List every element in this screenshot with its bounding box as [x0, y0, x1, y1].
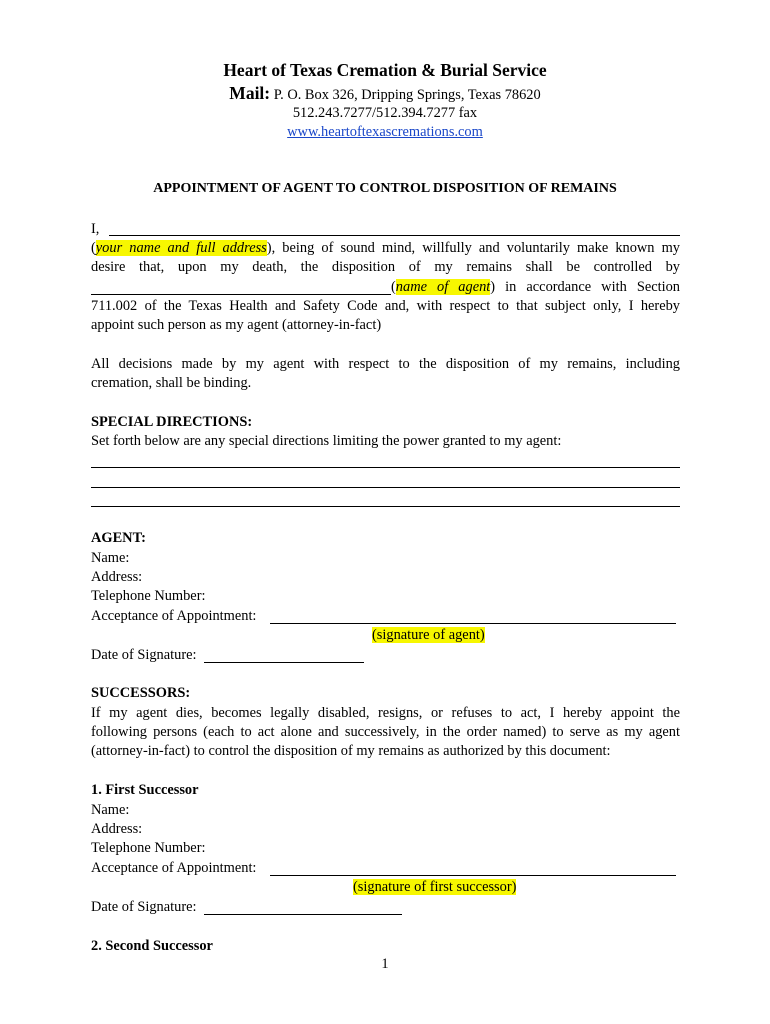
phone-fax: 512.243.7277/512.394.7277 fax	[292, 105, 478, 121]
intro-line-2: (your name and full address), being of sound mind, willfully and voluntarily make known my	[91, 240, 680, 256]
website-row	[0, 124, 770, 141]
successors-heading: SUCCESSORS:	[91, 685, 191, 701]
intro-line-1	[91, 220, 680, 239]
name-hint: your name and full address	[95, 240, 267, 256]
successors-line-2: following persons (each to act alone and successively, in the order named) to serve as my agent	[91, 724, 680, 740]
decisions-line-2: cremation, shall be binding.	[91, 375, 252, 391]
document-title: APPOINTMENT OF AGENT TO CONTROL DISPOSITION OF REMAINS	[153, 181, 617, 196]
special-directions-line-2[interactable]	[91, 487, 680, 488]
intro-line-3: desire that, upon my death, the disposition of my remains shall be controlled by	[91, 259, 680, 275]
first-successor-date-label: Date of Signature:	[91, 899, 197, 915]
special-directions-heading: SPECIAL DIRECTIONS:	[91, 414, 253, 430]
first-successor-acceptance-label: Acceptance of Appointment:	[91, 860, 257, 876]
first-successor-heading: 1. First Successor	[91, 782, 199, 798]
company-name: Heart of Texas Cremation & Burial Service	[223, 60, 547, 80]
first-successor-name-label: Name:	[91, 802, 130, 818]
website-link[interactable]: www.heartoftexascremations.com	[287, 124, 483, 140]
first-successor-signature-hint-row	[353, 878, 516, 897]
first-successor-signature-line[interactable]	[270, 875, 676, 876]
intro-prefix: I,	[91, 221, 100, 237]
page-number: 1	[381, 956, 389, 972]
agent-name-label: Name:	[91, 550, 130, 566]
agent-heading: AGENT:	[91, 530, 146, 546]
special-directions-line-1[interactable]	[91, 467, 680, 468]
successors-line-1: If my agent dies, becomes legally disabled, resigns, or refuses to act, I hereby appoint the	[91, 705, 680, 721]
first-successor-signature-hint: (signature of first successor)	[353, 879, 517, 895]
first-successor-date-line[interactable]	[204, 914, 402, 915]
intro-line-4-text: in accordance with Section	[495, 279, 680, 295]
agent-name-line[interactable]	[91, 294, 391, 295]
agent-date-line[interactable]	[204, 662, 364, 663]
first-successor-phone-label: Telephone Number:	[91, 840, 206, 856]
agent-signature-line[interactable]	[270, 623, 676, 624]
agent-hint: name of agent	[395, 279, 491, 295]
second-successor-heading: 2. Second Successor	[91, 938, 213, 954]
intro-line-2-text: , being of sound mind, willfully and voluntarily make known my	[271, 240, 680, 256]
agent-date-label: Date of Signature:	[91, 647, 197, 663]
special-directions-text: Set forth below are any special directions limiting the power granted to my agent:	[91, 433, 562, 449]
decisions-line-1: All decisions made by my agent with respect to the disposition of my remains, including	[91, 356, 680, 372]
special-directions-line-3[interactable]	[91, 506, 680, 507]
agent-signature-hint-row	[372, 626, 485, 645]
intro-line-6: appoint such person as my agent (attorney-in-fact)	[91, 317, 382, 333]
agent-acceptance-label: Acceptance of Appointment:	[91, 608, 257, 624]
agent-phone-label: Telephone Number:	[91, 588, 206, 604]
agent-signature-hint: (signature of agent)	[372, 627, 485, 643]
intro-line-4: (name of agent) in accordance with Section	[391, 279, 680, 295]
mail-address-text: P. O. Box 326, Dripping Springs, Texas 78620	[270, 87, 541, 103]
mail-address	[0, 83, 770, 104]
intro-line-5: 711.002 of the Texas Health and Safety Code and, with respect to that subject only, I hereby	[91, 298, 680, 314]
name-address-line[interactable]	[109, 235, 680, 236]
successors-line-3: (attorney-in-fact) to control the disposition of my remains as authorized by this document:	[91, 743, 611, 759]
first-successor-address-label: Address:	[91, 821, 143, 837]
agent-address-label: Address:	[91, 569, 143, 585]
mail-label: Mail:	[229, 83, 271, 103]
